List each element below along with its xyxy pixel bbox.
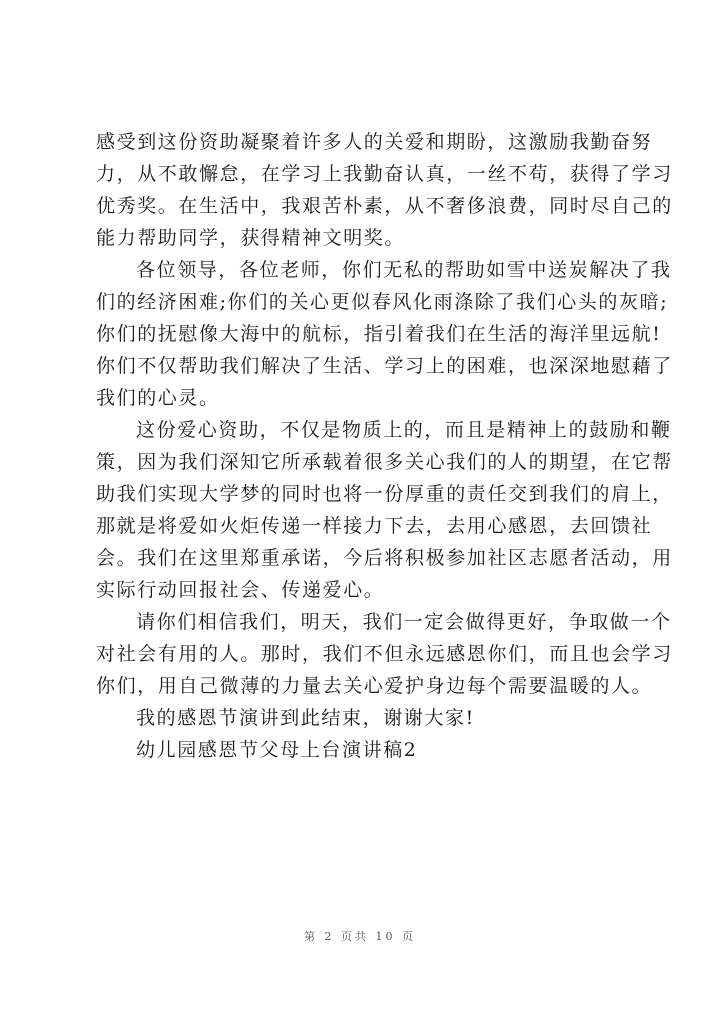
paragraph-line: 各位领导，各位老师，你们无私的帮助如雪中送炭解决了我 — [136, 259, 672, 281]
section-heading: 幼儿园感恩节父母上台演讲稿2 — [136, 739, 418, 761]
paragraph-line: 我们的心灵。 — [96, 387, 220, 409]
paragraph-line: 力，从不敢懈怠，在学习上我勤奋认真，一丝不苟，获得了学习 — [96, 163, 673, 185]
paragraph-line: 能力帮助同学，获得精神文明奖。 — [96, 227, 406, 249]
paragraph-line: 们的经济困难;你们的关心更似春风化雨涤除了我们心头的灰暗; — [96, 291, 669, 313]
paragraph-line: 那就是将爱如火炬传递一样接力下去，去用心感恩，去回馈社 — [96, 515, 653, 537]
paragraph-line: 对社会有用的人。那时，我们不但永远感恩你们，而且也会学习 — [96, 643, 673, 665]
paragraph-line: 策，因为我们深知它所承载着很多关心我们的人的期望，在它帮 — [96, 451, 673, 473]
page-number-footer: 第 2 页共 10 页 — [304, 930, 416, 943]
paragraph-line: 你们的抚慰像大海中的航标，指引着我们在生活的海洋里远航! — [96, 323, 662, 345]
paragraph-line: 实际行动回报社会、传递爱心。 — [96, 579, 385, 601]
paragraph-line: 请你们相信我们，明天，我们一定会做得更好，争取做一个 — [136, 611, 672, 633]
paragraph-line: 这份爱心资助，不仅是物质上的，而且是精神上的鼓励和鞭 — [136, 419, 672, 441]
paragraph-line: 我的感恩节演讲到此结束，谢谢大家! — [136, 707, 475, 729]
paragraph-line: 你们不仅帮助我们解决了生活、学习上的困难，也深深地慰藉了 — [96, 355, 673, 377]
document-body — [96, 126, 673, 766]
paragraph-line: 你们，用自己微薄的力量去关心爱护身边每个需要温暖的人。 — [96, 675, 653, 697]
paragraph-line: 优秀奖。在生活中，我艰苦朴素，从不奢侈浪费，同时尽自己的 — [96, 195, 673, 217]
paragraph-line: 会。我们在这里郑重承诺，今后将积极参加社区志愿者活动，用 — [96, 547, 673, 569]
paragraph-line: 感受到这份资助凝聚着许多人的关爱和期盼，这激励我勤奋努 — [96, 131, 653, 153]
paragraph-line: 助我们实现大学梦的同时也将一份厚重的责任交到我们的肩上， — [96, 483, 673, 505]
